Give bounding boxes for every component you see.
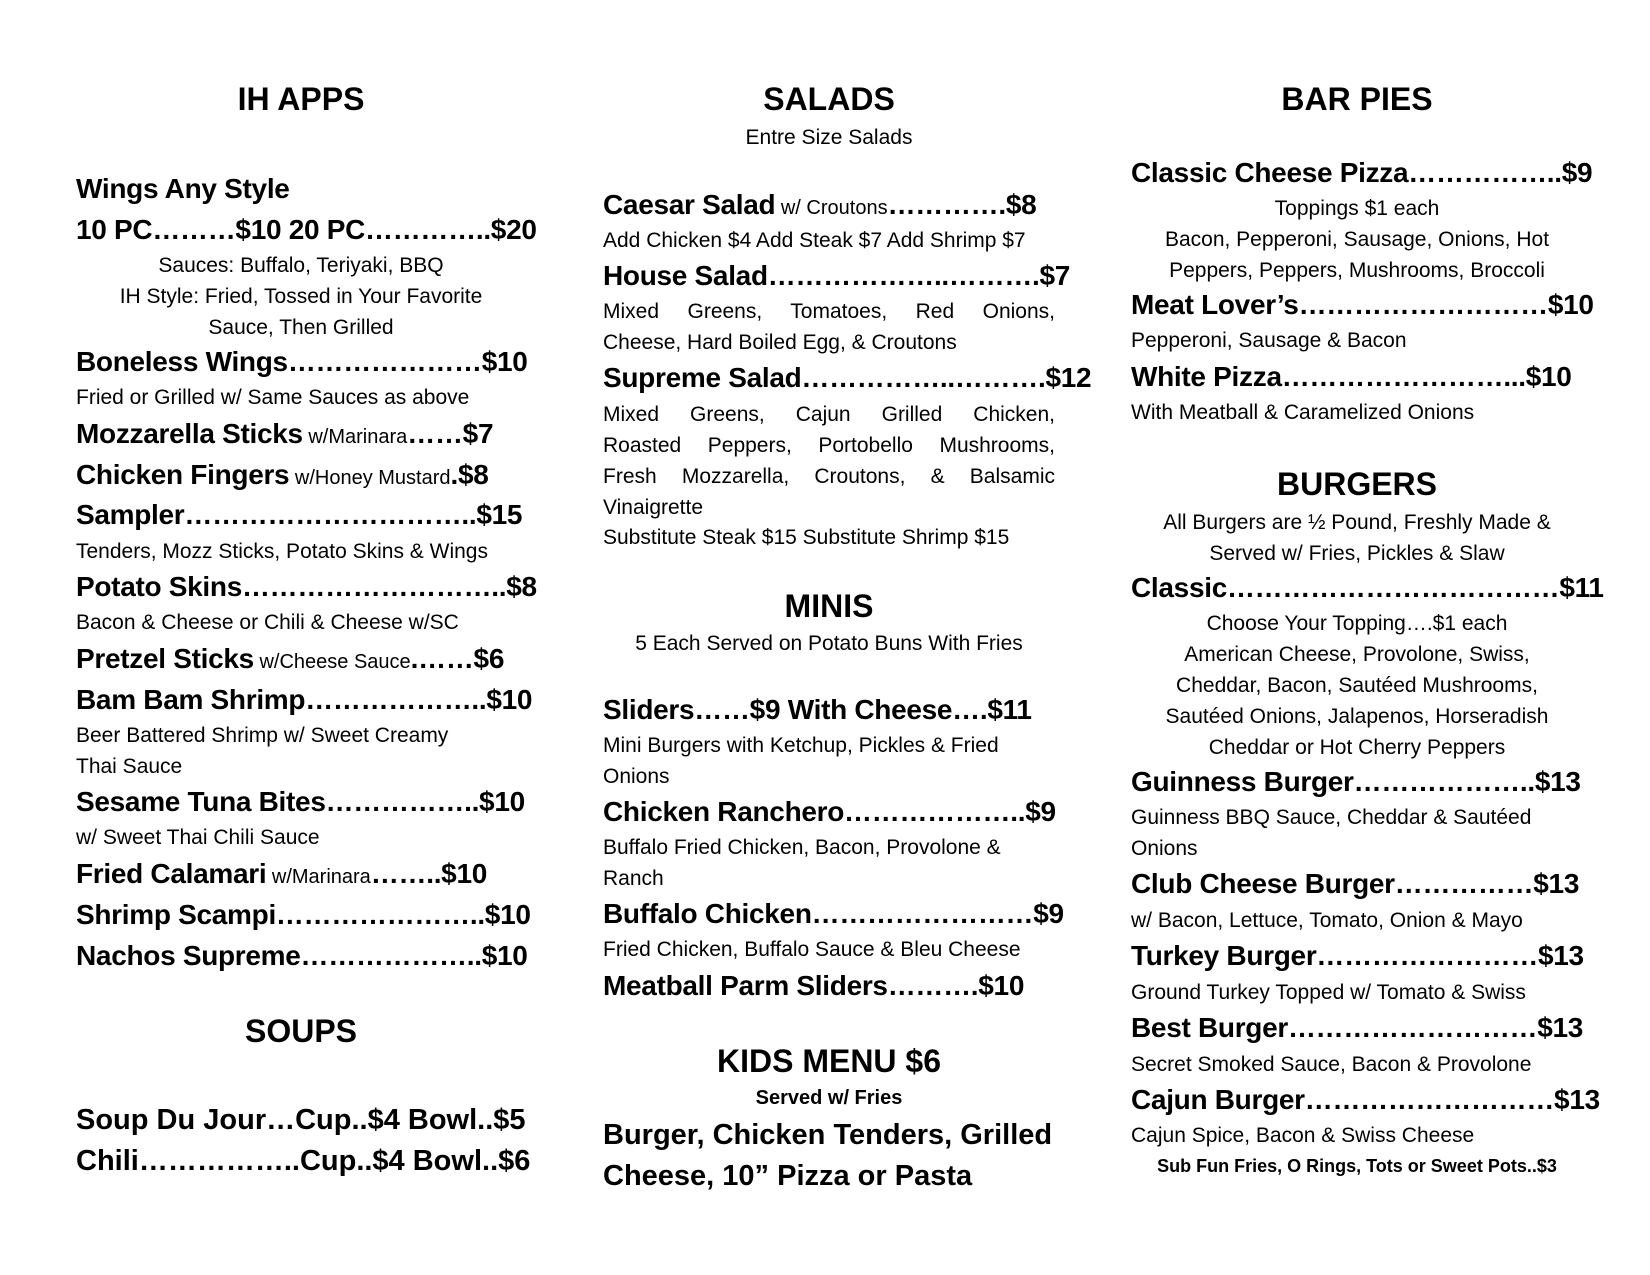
sub-fries-note: Sub Fun Fries, O Rings, Tots or Sweet Pots..$3 bbox=[1157, 1156, 1557, 1176]
menu-item-soup-du-jour: Soup Du Jour…Cup..$4 Bowl..$5 bbox=[76, 1104, 526, 1136]
menu-item-calamari: Fried Calamari w/Marinara……..$10 bbox=[76, 858, 487, 889]
item-desc-guinness-burger: Guinness BBQ Sauce, Cheddar & Sautéed Onions bbox=[1131, 806, 1532, 860]
menu-item-caesar: Caesar Salad w/ Croutons………….$8 bbox=[603, 189, 1037, 220]
item-desc-wings: Sauces: Buffalo, Teriyaki, BBQ IH Style: Fried, Tossed in Your Favorite Sauce, Then Grilled bbox=[119, 254, 483, 339]
menu-item-boneless: Boneless Wings…………………$10 bbox=[76, 346, 528, 377]
menu-item-sliders: Sliders……$9 With Cheese….$11 bbox=[603, 694, 1032, 725]
menu-item-club-cheese-burger: Club Cheese Burger……………$13 bbox=[1131, 868, 1580, 899]
item-desc-cajun-burger: Cajun Spice, Bacon & Swiss Cheese bbox=[1131, 1124, 1475, 1147]
menu-item-white-pizza: White Pizza……………………...$10 bbox=[1131, 361, 1572, 392]
menu-item-mozzarella: Mozzarella Sticks w/Marinara……$7 bbox=[76, 418, 494, 449]
item-desc-best-burger: Secret Smoked Sauce, Bacon & Provolone bbox=[1131, 1053, 1532, 1076]
item-desc-turkey-burger: Ground Turkey Topped w/ Tomato & Swiss bbox=[1131, 981, 1526, 1004]
item-desc-potato-skins: Bacon & Cheese or Chili & Cheese w/SC bbox=[76, 611, 459, 634]
menu-item-buffalo-chicken: Buffalo Chicken……………………$9 bbox=[603, 898, 1064, 929]
menu-item-house-salad: House Salad………………..……….$7 bbox=[603, 260, 1071, 291]
item-desc-house-salad: Mixed Greens, Tomatoes, Red Onions, Cheese, Hard Boiled Egg, & Croutons bbox=[603, 300, 1055, 354]
menu-item-tuna: Sesame Tuna Bites……………..$10 bbox=[76, 786, 525, 817]
section-heading-salads: SALADS bbox=[763, 81, 895, 117]
menu-item-wings-price: 10 PC………$10 20 PC…………..$20 bbox=[76, 214, 537, 245]
kids-menu-line-2: Cheese, 10” Pizza or Pasta bbox=[603, 1160, 973, 1192]
menu-item-shrimp-scampi: Shrimp Scampi…………………..$10 bbox=[76, 899, 531, 930]
menu-item-cajun-burger: Cajun Burger………………………$13 bbox=[1131, 1084, 1600, 1115]
menu-item-best-burger: Best Burger………………………$13 bbox=[1131, 1012, 1584, 1043]
item-desc-pizza-toppings: Toppings $1 each Bacon, Pepperoni, Sausage, Onions, Hot Peppers, Peppers, Mushrooms, Broccoli bbox=[1164, 197, 1550, 282]
menu-item-chicken-ranchero: Chicken Ranchero………………..$9 bbox=[603, 796, 1056, 827]
menu-item-pretzel: Pretzel Sticks w/Cheese Sauce.……$6 bbox=[76, 643, 505, 674]
section-subheading-minis: 5 Each Served on Potato Buns With Fries bbox=[635, 632, 1023, 655]
section-heading-kids: KIDS MENU $6 bbox=[716, 1043, 942, 1079]
item-desc-buffalo-chicken: Fried Chicken, Buffalo Sauce & Bleu Cheese bbox=[603, 938, 1021, 961]
menu-item-nachos: Nachos Supreme………………..$10 bbox=[76, 940, 528, 971]
section-heading-minis: MINIS bbox=[784, 588, 874, 624]
burgers-intro: All Burgers are ½ Pound, Freshly Made & Served w/ Fries, Pickles & Slaw bbox=[1163, 511, 1551, 565]
item-desc-sampler: Tenders, Mozz Sticks, Potato Skins & Wings bbox=[76, 540, 488, 563]
item-desc-bam-bam-shrimp: Beer Battered Shrimp w/ Sweet Creamy Thai Sauce bbox=[76, 724, 449, 778]
menu-item-meatball-sliders: Meatball Parm Sliders……….$10 bbox=[603, 970, 1025, 1001]
section-subheading-salads: Entre Size Salads bbox=[745, 126, 913, 149]
section-subheading-kids: Served w/ Fries bbox=[755, 1087, 903, 1109]
menu-item-potato-skins: Potato Skins………………………..$8 bbox=[76, 571, 537, 602]
menu-item-meat-lovers: Meat Lover’s………………………$10 bbox=[1131, 289, 1594, 320]
menu-item-chicken-fingers: Chicken Fingers w/Honey Mustard.$8 bbox=[76, 459, 489, 490]
menu-item-bam-bam-shrimp: Bam Bam Shrimp………………..$10 bbox=[76, 684, 533, 715]
section-heading-bar-pies: BAR PIES bbox=[1281, 81, 1433, 117]
item-desc-classic-burger: Choose Your Topping….$1 each American Cheese, Provolone, Swiss, Cheddar, Bacon, Sautéed Mushrooms, Sautéed Onions, Jalapenos, Horseradish Cheddar or Hot Cherry Peppers bbox=[1165, 612, 1549, 759]
item-desc-supreme-salad: Mixed Greens, Cajun Grilled Chicken, Roasted Peppers, Portobello Mushrooms, Fresh Mozzarella, Croutons, & Balsamic Vinaigrette bbox=[603, 403, 1055, 519]
item-desc-white-pizza: With Meatball & Caramelized Onions bbox=[1131, 401, 1475, 424]
item-desc-sliders: Mini Burgers with Ketchup, Pickles & Fried Onions bbox=[603, 734, 999, 788]
item-desc-caesar: Add Chicken $4 Add Steak $7 Add Shrimp $7 bbox=[603, 229, 1026, 252]
item-desc-tuna: w/ Sweet Thai Chili Sauce bbox=[76, 826, 320, 849]
menu-item-guinness-burger: Guinness Burger………………..$13 bbox=[1131, 766, 1581, 797]
item-desc-boneless: Fried or Grilled w/ Same Sauces as above bbox=[76, 386, 470, 409]
menu-item-classic-cheese-pizza: Classic Cheese Pizza……………..$9 bbox=[1131, 157, 1593, 188]
item-desc-chicken-ranchero: Buffalo Fried Chicken, Bacon, Provolone & Ranch bbox=[603, 836, 1001, 890]
menu-item-supreme-salad: Supreme Salad……………..……….$12 bbox=[603, 362, 1092, 393]
section-heading-apps: IH APPS bbox=[237, 81, 365, 117]
item-desc-club-cheese-burger: w/ Bacon, Lettuce, Tomato, Onion & Mayo bbox=[1131, 909, 1523, 932]
section-heading-soups: SOUPS bbox=[244, 1013, 358, 1049]
menu-item-turkey-burger: Turkey Burger……………………$13 bbox=[1131, 940, 1584, 971]
kids-menu-line-1: Burger, Chicken Tenders, Grilled bbox=[603, 1119, 1053, 1151]
menu-item-classic-burger: Classic………………………………$11 bbox=[1131, 572, 1604, 603]
menu-item-chili: Chili……………..Cup..$4 Bowl..$6 bbox=[76, 1145, 531, 1177]
section-heading-burgers: BURGERS bbox=[1276, 466, 1437, 502]
menu-item-wings: Wings Any Style bbox=[76, 173, 290, 204]
salad-substitute-note: Substitute Steak $15 Substitute Shrimp $15 bbox=[603, 526, 1010, 549]
item-desc-meat-lovers: Pepperoni, Sausage & Bacon bbox=[1131, 329, 1407, 352]
menu-item-sampler: Sampler…………………………..$15 bbox=[76, 499, 523, 530]
